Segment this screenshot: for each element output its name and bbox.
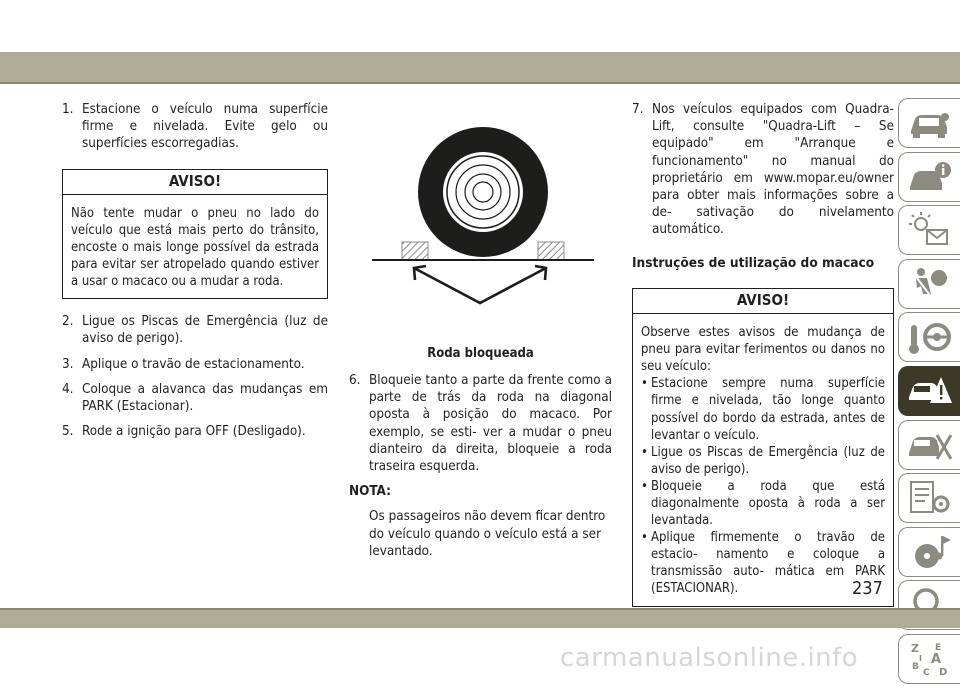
step-1	[62, 101, 328, 153]
airbag-seatbelt-icon	[907, 264, 953, 304]
warning-lights-message-icon	[907, 210, 953, 250]
tab-servicing-maintenance[interactable]	[898, 420, 960, 470]
right-chock	[538, 242, 564, 260]
svg-text:C: C	[922, 667, 930, 678]
step-text: Aplique o travão de estacionamento.	[82, 356, 305, 372]
step-text: Rode a ignição para OFF (Desligado).	[82, 424, 306, 440]
tab-starting-operating[interactable]	[898, 312, 960, 362]
tab-getting-to-know-vehicle[interactable]	[898, 98, 960, 148]
index-az-icon	[907, 639, 953, 679]
svg-text:A: A	[930, 651, 941, 667]
car-info-icon	[907, 157, 953, 197]
tab-technical-specifications[interactable]	[898, 473, 960, 523]
tab-index[interactable]	[898, 634, 960, 684]
warning-bullet-list	[641, 375, 885, 597]
svg-text:B: B	[911, 661, 919, 672]
step-number: 6.	[349, 373, 361, 388]
tab-in-case-of-emergency[interactable]	[898, 366, 960, 416]
step-number: 2.	[62, 314, 74, 330]
step-text: Coloque a alavanca das mudanças em PARK (Estacionar).	[82, 381, 328, 415]
step-text: Estacione o veículo numa superfície firme e nivelada. Evite gelo ou superfícies escorregadias.	[82, 102, 328, 152]
step-3	[62, 356, 328, 373]
warning-bullet: • Ligue os Piscas de Emergência (luz de aviso de perigo).	[641, 444, 885, 477]
svg-text:Z: Z	[910, 641, 919, 655]
tab-safety[interactable]	[898, 259, 960, 309]
warning-box	[632, 288, 894, 607]
steering-wheel-controls-icon	[907, 317, 953, 357]
tire-icon	[418, 127, 548, 257]
header-band	[0, 52, 960, 82]
left-chock	[402, 242, 428, 260]
page-number: 237	[852, 578, 883, 599]
warning-bullet: • Bloqueie a roda que está diagonalmente oposta à roda a ser levantada.	[641, 478, 885, 529]
step-text: Nos veículos equipados com Quadra-Lift, consulte "Quadra-Lift – Se equipado" em "Arranque e funcionamento" no manual do proprietário em www.mopar.eu/owner para obter mais informações sobre a de- sativação do nivelamento automático.	[652, 102, 894, 238]
warning-title: AVISO!	[63, 170, 327, 195]
step-text: Ligue os Piscas de Emergência (luz de aviso de perigo).	[82, 314, 328, 347]
warning-title: AVISO!	[633, 289, 893, 314]
step-number: 3.	[62, 356, 74, 372]
warning-body	[633, 314, 893, 606]
section-heading: Instruções de utilização do macaco	[632, 254, 875, 271]
warning-bullet: • Aplique firmemente o travão de estacio- namento e coloque a transmissão auto- mática em PARK (ESTACIONAR).	[641, 530, 885, 597]
wheel-chock-illustration	[370, 120, 596, 320]
svg-text:E: E	[934, 642, 941, 653]
column-middle	[349, 372, 612, 560]
watermark-text: carmanualsonline.info	[560, 643, 859, 673]
note-text: Os passageiros não devem ficar dentro do veículo quando o veículo está a ser levantado.	[369, 509, 606, 559]
tab-vehicle-info[interactable]	[898, 152, 960, 202]
step-5	[62, 423, 328, 440]
step-2	[62, 313, 328, 347]
warning-intro: Observe estes avisos de mudança de pneu para evitar ferimentos ou danos no seu veículo:	[641, 325, 885, 375]
chapter-tabs	[898, 98, 960, 688]
diagonal-arrows-icon	[414, 266, 546, 303]
column-right	[632, 101, 894, 621]
note-label: NOTA:	[349, 484, 391, 500]
step-number: 4.	[62, 381, 74, 397]
step-number: 5.	[62, 424, 74, 440]
warning-box	[62, 169, 328, 300]
step-number: 1.	[62, 102, 74, 117]
footer-band	[0, 610, 960, 628]
warning-bullet: • Estacione sempre numa superfície firme e nivelada, tão longe quanto possível do bordo da estrada, antes de levantar o veículo.	[641, 376, 885, 443]
car-key-icon	[907, 103, 953, 143]
car-maintenance-icon	[907, 425, 953, 465]
step-number: 7.	[632, 102, 644, 117]
car-warning-icon	[907, 371, 953, 411]
svg-text:D: D	[938, 666, 947, 678]
figure-caption: Roda bloqueada	[427, 346, 534, 361]
step-4	[62, 381, 328, 415]
step-6	[349, 372, 612, 475]
warning-text: Não tente mudar o pneu no lado do veículo que está mais perto do trânsito, encoste o mais longe possível da estrada para evitar ser atropelado quando estiver a usar o macaco ou a mudar a roda.	[71, 205, 319, 290]
header-band-rule	[0, 82, 960, 84]
column-left	[62, 101, 328, 449]
step-7	[632, 101, 894, 239]
wheel-chock-drawing	[370, 120, 596, 320]
step-text: Bloqueie tanto a parte da frente como a parte de trás da roda na diagonal oposta à posição do macaco. Por exemplo, se esti- ver a mudar o pneu dianteiro da direita, bloqueie a roda traseira esquerda.	[369, 373, 612, 475]
svg-text:I: I	[918, 653, 922, 663]
multimedia-icon	[907, 532, 953, 572]
tab-warning-lights[interactable]	[898, 205, 960, 255]
tab-multimedia[interactable]	[898, 527, 960, 577]
specifications-icon	[907, 478, 953, 518]
